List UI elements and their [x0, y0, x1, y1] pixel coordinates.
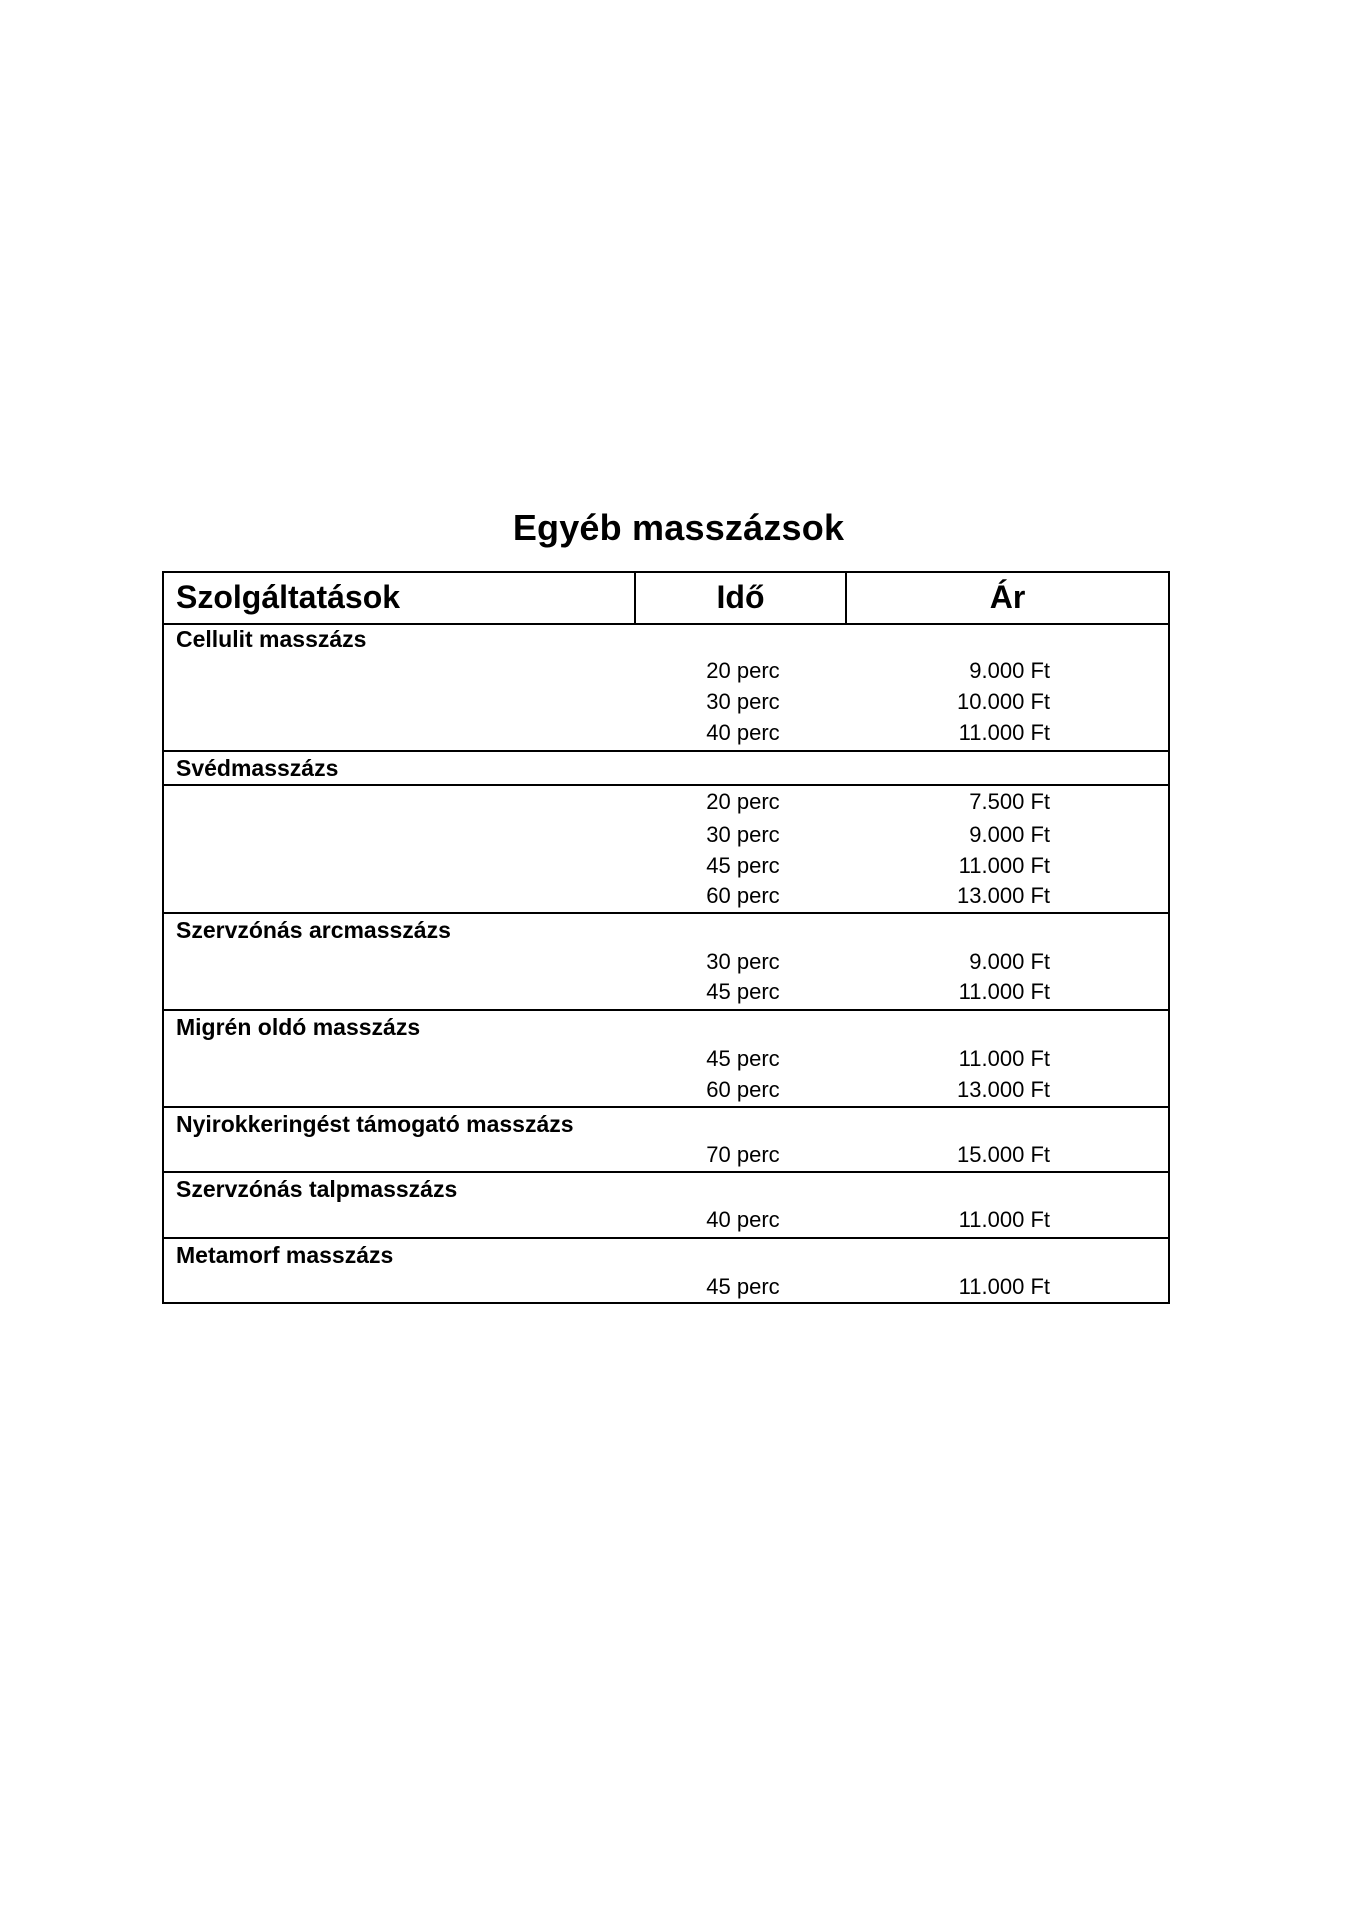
table-row [164, 1075, 1168, 1105]
table-header-row [164, 573, 1168, 625]
service-name: Migrén oldó masszázs [176, 1014, 421, 1040]
price-cell: 11.000 Ft [958, 1046, 1050, 1071]
table-row [164, 977, 1168, 1007]
price-cell: 11.000 Ft [958, 1207, 1050, 1232]
service-section-talpmasszazs [164, 1173, 1168, 1239]
service-section-migren [164, 1011, 1168, 1108]
duration-cell: 20 perc [706, 658, 780, 683]
duration-cell: 20 perc [706, 789, 780, 814]
duration-cell: 70 perc [706, 1142, 780, 1167]
duration-cell: 45 perc [706, 979, 780, 1004]
duration-cell: 30 perc [706, 689, 780, 714]
table-row [164, 1272, 1168, 1302]
duration-cell: 60 perc [706, 1077, 780, 1102]
price-cell: 11.000 Ft [958, 1274, 1050, 1299]
divider [164, 784, 1168, 786]
price-cell: 9.000 Ft [969, 658, 1050, 683]
table-row [164, 687, 1168, 717]
duration-cell: 30 perc [706, 822, 780, 847]
header-services: Szolgáltatások [164, 573, 636, 623]
price-cell: 13.000 Ft [957, 883, 1050, 908]
table-row [164, 787, 1168, 817]
duration-cell: 40 perc [706, 720, 780, 745]
service-name: Nyirokkeringést támogató masszázs [176, 1111, 574, 1137]
table-row [164, 1140, 1168, 1170]
table-row [164, 718, 1168, 748]
table-row [164, 656, 1168, 686]
price-cell: 11.000 Ft [958, 853, 1050, 878]
table-row [164, 881, 1168, 911]
table-row [164, 947, 1168, 977]
service-name: Szervzónás arcmasszázs [176, 917, 451, 943]
duration-cell: 45 perc [706, 1274, 780, 1299]
header-duration: Idő [636, 573, 847, 623]
table-row [164, 851, 1168, 881]
service-section-cellulit [164, 623, 1168, 752]
table-row [164, 820, 1168, 850]
service-name: Svédmasszázs [176, 755, 339, 781]
price-cell: 10.000 Ft [957, 689, 1050, 714]
price-cell: 9.000 Ft [969, 822, 1050, 847]
price-table [162, 571, 1170, 1304]
service-name: Szervzónás talpmasszázs [176, 1176, 458, 1202]
table-row [164, 1044, 1168, 1074]
service-name: Metamorf masszázs [176, 1242, 394, 1268]
price-cell: 9.000 Ft [969, 949, 1050, 974]
price-cell: 7.500 Ft [969, 789, 1050, 814]
service-section-svedmasszazs [164, 752, 1168, 914]
duration-cell: 45 perc [706, 1046, 780, 1071]
header-price: Ár [989, 579, 1026, 615]
duration-cell: 45 perc [706, 853, 780, 878]
price-cell: 11.000 Ft [958, 979, 1050, 1004]
service-name: Cellulit masszázs [176, 626, 367, 652]
price-cell: 15.000 Ft [957, 1142, 1050, 1167]
page-title: Egyéb masszázsok [512, 507, 845, 548]
service-section-arcmasszazs [164, 914, 1168, 1011]
duration-cell: 60 perc [706, 883, 780, 908]
service-section-nyirok [164, 1108, 1168, 1173]
price-cell: 11.000 Ft [958, 720, 1050, 745]
price-cell: 13.000 Ft [957, 1077, 1050, 1102]
duration-cell: 30 perc [706, 949, 780, 974]
service-section-metamorf [164, 1239, 1168, 1302]
duration-cell: 40 perc [706, 1207, 780, 1232]
table-row [164, 1205, 1168, 1235]
